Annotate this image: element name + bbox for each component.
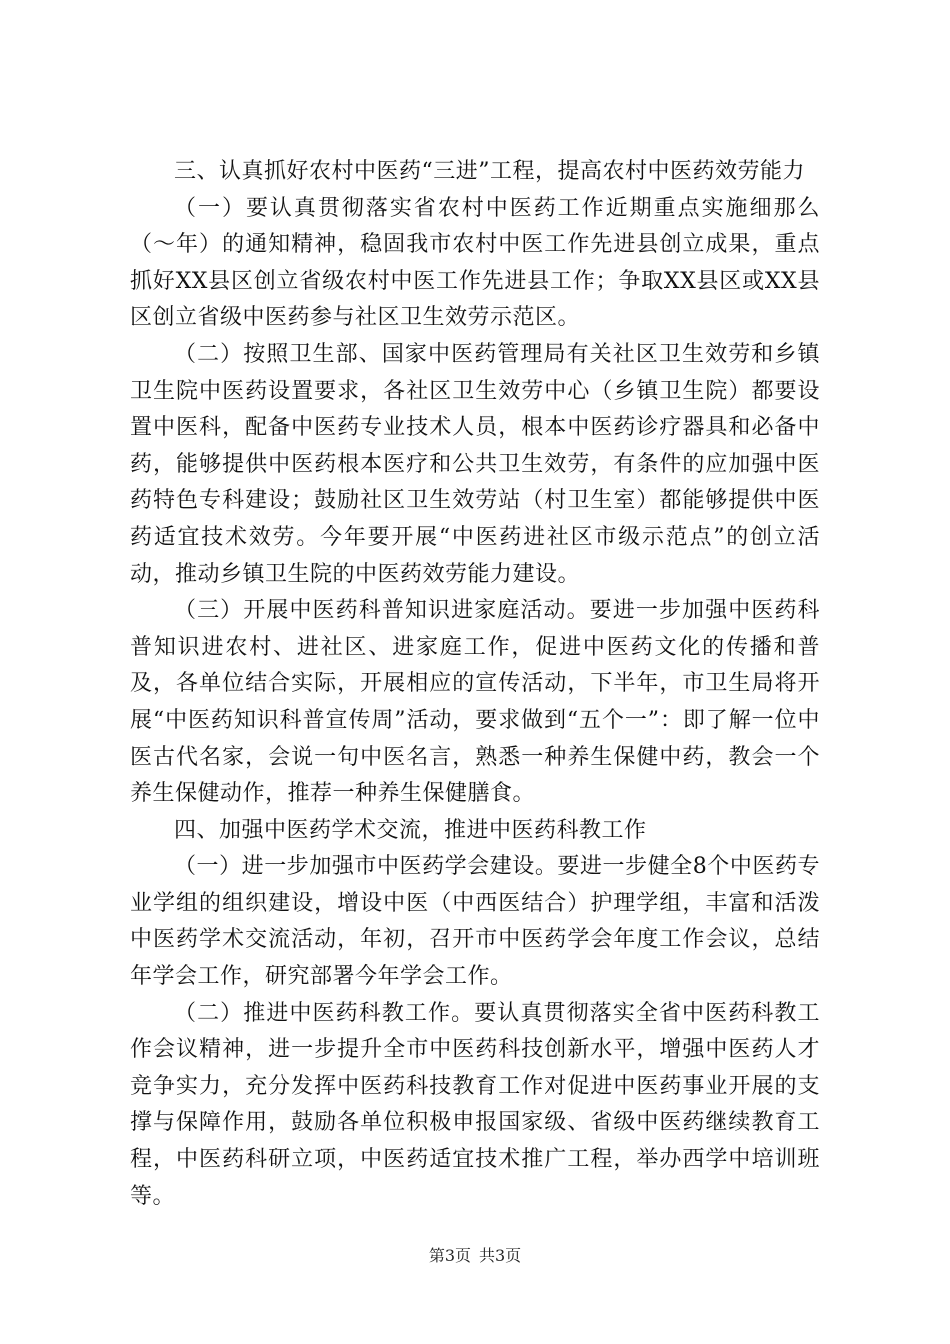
section-3-item-3: （三）开展中医药科普知识进家庭活动。要进一步加强中医药科普知识进农村、进社区、进家庭工作，促进中医药文化的传播和普及，各单位结合实际，开展相应的宣传活动，下半年，市卫生局将开展“中医药知识科普宣传周”活动，要求做到“五个一”：即了解一位中医古代名家，会说一句中医名言，熟悉一种养生保健中药，教会一个养生保健动作，推荐一种养生保健膳食。 xyxy=(130,598,820,807)
document-body xyxy=(130,154,820,1215)
page-footer xyxy=(0,1246,950,1266)
page-number-total: 共3页 xyxy=(479,1246,522,1265)
section-4-heading: 四、加强中医药学术交流，推进中医药科教工作 xyxy=(174,817,647,843)
section-4-item-2: （二）推进中医药科教工作。要认真贯彻落实全省中医药科教工作会议精神，进一步提升全市中医药科技创新水平，增强中医药人才竞争实力，充分发挥中医药科技教育工作对促进中医药事业开展的支撑与保障作用，鼓励各单位积极申报国家级、省级中医药继续教育工程，中医药科研立项，中医药适宜技术推广工程，举办西学中培训班等。 xyxy=(130,1000,820,1209)
page-number-current: 第3页 xyxy=(428,1246,471,1265)
section-3-item-2: （二）按照卫生部、国家中医药管理局有关社区卫生效劳和乡镇卫生院中医药设置要求，各社区卫生效劳中心（乡镇卫生院）都要设置中医科，配备中医药专业技术人员，根本中医药诊疗器具和必备中药，能够提供中医药根本医疗和公共卫生效劳，有条件的应加强中医药特色专科建设；鼓励社区卫生效劳站（村卫生室）都能够提供中医药适宜技术效劳。今年要开展“中医药进社区市级示范点”的创立活动，推动乡镇卫生院的中医药效劳能力建设。 xyxy=(130,341,820,587)
section-3-item-1: （一）要认真贯彻落实省农村中医药工作近期重点实施细那么（～年）的通知精神，稳固我市农村中医工作先进县创立成果，重点抓好XX县区创立省级农村中医工作先进县工作；争取XX县区或XX县区创立省级中医药参与社区卫生效劳示范区。 xyxy=(130,195,820,331)
section-4-item-1: （一）进一步加强市中医药学会建设。要进一步健全8个中医药专业学组的组织建设，增设中医（中西医结合）护理学组，丰富和活泼中医药学术交流活动，年初，召开市中医药学会年度工作会议，总结年学会工作，研究部署今年学会工作。 xyxy=(130,854,820,990)
section-3-heading: 三、认真抓好农村中医药“三进”工程，提高农村中医药效劳能力 xyxy=(174,159,805,184)
